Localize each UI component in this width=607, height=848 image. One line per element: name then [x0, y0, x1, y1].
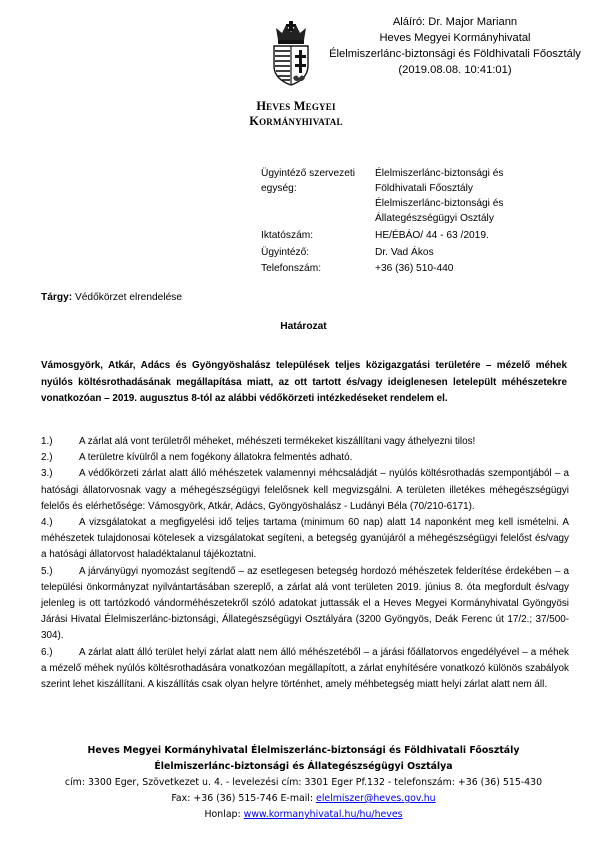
item-number: 3.) [41, 468, 53, 480]
item-text: A védőkörzeti zárlat alatt álló méhészetek valamennyi méhcsaládját – nyúlós költésrothadás szempontjából – a hatósági állatorvosnak vagy a méhegészségügyi felelősnek kell megvizsgálni. A területen illetékes méhegészségügyi felelős és elérhetősége: Vámosgyörk, Atkár, Adács, Gyöngyöshalász - Ludányi Béla (70/210-6171). [41, 468, 569, 512]
signer-office: Heves Megyei Kormányhivatal [379, 32, 531, 44]
fax-label: Fax: +36 (36) 515-746 E-mail: [171, 793, 317, 804]
subject-label: Tárgy: [41, 292, 73, 303]
list-item [41, 515, 569, 564]
footer-office: Heves Megyei Kormányhivatal Élelmiszerlánc-biztonsági és Földhivatali Főosztály [87, 745, 520, 756]
signature-block [318, 14, 592, 78]
signer-department: Élelmiszerlánc-biztonsági és Földhivatali Főosztály [329, 48, 581, 60]
footer-address: cím: 3300 Eger, Szövetkezet u. 4. - levelezési cím: 3301 Eger Pf.132 - telefonszám: +36 (36) 515-430 [64, 777, 543, 788]
office-logo [236, 99, 356, 129]
coat-of-arms-icon [270, 20, 312, 86]
item-number: 1.) [41, 436, 53, 447]
list-item [41, 450, 569, 466]
list-item [41, 564, 569, 645]
item-number: 4.) [41, 517, 53, 529]
logo-line-1: Heves Megyei [256, 99, 336, 113]
footer-contact [0, 791, 607, 807]
item-number: 2.) [41, 452, 53, 464]
item-text: A területre kívülről a nem fogékony állatokra felmentés adható. [79, 452, 353, 464]
subject-line [41, 292, 182, 303]
dept-value-1: Élelmiszerlánc-biztonsági és [375, 168, 504, 179]
list-item [41, 466, 569, 515]
intro-paragraph: Vámosgyörk, Atkár, Adács és Gyöngyöshalász települések teljes közigazgatási területére – mézelő méhek nyúlós költésrothadásának megállapítása miatt, az ott tartott és/vagy ideiglenesen letelepült méhészetekre vonatkozóan – 2019. augusztus 8-tól az alábbi védőkörzeti intézkedéseket rendelem el. [41, 360, 567, 404]
signature-timestamp: (2019.08.08. 10:41:01) [398, 64, 512, 76]
subject-value: Védőkörzet elrendelése [72, 292, 183, 303]
item-text: A vizsgálatokat a megfigyelési idő teljes tartama (minimum 60 nap) alatt 14 naponként meg kell ismételni. A méhészetek tulajdonosai kötelesek a vizsgálatokat segíteni, a betegség gyanújáról a méhegészségügyi felelőst és/vagy a hatósági állatorvost haladéktalanul tájékoztatni. [41, 517, 569, 561]
website-label: Honlap: [204, 809, 244, 820]
phone-label: Telefonszám: [261, 263, 322, 274]
clerk-label: Ügyintéző: [261, 247, 310, 258]
item-text: A zárlat alá vont területről méheket, méhészeti termékeket kiszállítani vagy áthelyezni tilos! [79, 436, 476, 447]
item-number: 6.) [41, 646, 53, 658]
document-heading: Határozat [280, 321, 327, 332]
phone-value: +36 (36) 510-440 [375, 263, 454, 274]
website-link[interactable]: www.kormanyhivatal.hu/hu/heves [243, 809, 403, 820]
filing-number-value: HE/ÉBÁO/ 44 - 63 /2019. [375, 230, 489, 241]
item-text: A zárlat alatt álló terület helyi zárlat alatt nem álló méhészetéből – a járási főállatorvos engedélyével – a méhek a mézelő méhek nyúlós költésrothadására vonatkozóan megállapított, a zárlat enyhítésére vonatkozó különös szabályok szerint lehet kiszállítani. A kiszállítás csak olyan helyre történhet, amely méhbetegség miatt helyi zárlat alatt nem áll. [41, 646, 569, 691]
clerk-value: Dr. Vad Ákos [375, 247, 434, 258]
filing-number-label: Iktatószám: [261, 230, 314, 241]
footer-web [0, 807, 607, 823]
dept-value-3: Élelmiszerlánc-biztonsági és [375, 198, 504, 209]
logo-line-2: Kormányhivatal [249, 114, 343, 128]
list-item [41, 645, 569, 694]
dept-label-2: egység: [261, 183, 297, 194]
dept-value-4: Állategészségügyi Osztály [375, 213, 494, 224]
dept-value-2: Földhivatali Főosztály [375, 183, 473, 194]
dept-label-1: Ügyintéző szervezeti [261, 168, 355, 179]
signer-name: Aláíró: Dr. Major Mariann [392, 16, 518, 28]
item-number: 5.) [41, 565, 53, 577]
email-link[interactable]: elelmiszer@heves.gov.hu [316, 793, 436, 804]
list-item [41, 434, 569, 450]
measures-list [41, 434, 569, 693]
footer-department: Élelmiszerlánc-biztonsági és Állategészségügyi Osztálya [154, 761, 453, 772]
footer [0, 743, 607, 823]
item-text: A járványügyi nyomozást segítendő – az esetlegesen betegség hordozó méhészetek felderítése érdekében – a települési önkormányzat nyilvántartásában szereplő, a zárlat alá vont területen 2019. június 8. óta megfordult és/vagy jelenleg is ott tartózkodó vándorméhészetekről szóló adatokat juttassák el a Heves Megyei Kormányhivatal Gyöngyösi Járási Hivatal Élelmiszerlánc-biztonsági, Állategészségügyi Osztályára (3200 Gyöngyös, Deák Ferenc út 17/2.; 37/500-304). [41, 565, 569, 642]
